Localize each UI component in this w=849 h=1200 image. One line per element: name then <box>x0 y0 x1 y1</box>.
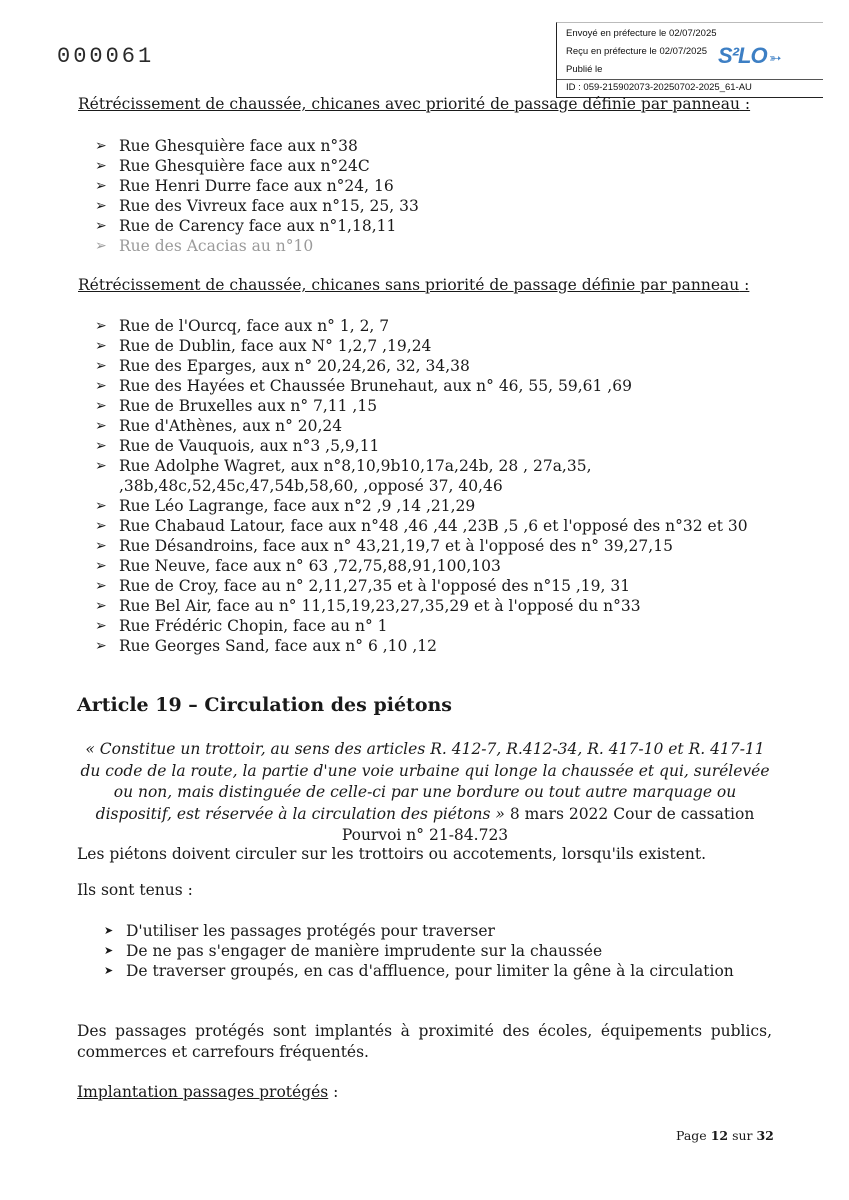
arrow-bullet-icon: ➢ <box>95 438 107 454</box>
logo-swoosh-icon: ➳ <box>769 50 782 67</box>
list-item-text: De ne pas s'engager de manière imprudente sur la chaussée <box>126 942 603 960</box>
list-item-text: ,38b,48c,52,45c,47,54b,58,60, ,opposé 37, 40,46 <box>119 477 503 495</box>
list-item <box>95 196 419 216</box>
list-item <box>95 336 748 356</box>
document-number: 000061 <box>57 44 155 69</box>
list-item-text: Rue Henri Durre face aux n°24, 16 <box>119 177 394 195</box>
arrow-bullet-icon: ➢ <box>95 598 107 614</box>
list-item-text: D'utiliser les passages protégés pour traverser <box>126 922 495 940</box>
arrow-bullet-icon: ➢ <box>95 358 107 374</box>
list-item <box>95 476 748 496</box>
section-title-no-priority: Rétrécissement de chaussée, chicanes sans priorité de passage définie par panneau : <box>78 276 750 294</box>
arrow-bullet-icon: ➢ <box>95 398 107 414</box>
list-item-text: Rue Bel Air, face au n° 11,15,19,23,27,35,29 et à l'opposé du n°33 <box>119 597 641 615</box>
page-footer: Page 12 sur 32 <box>676 1128 774 1143</box>
arrow-bullet-icon: ➢ <box>95 418 107 434</box>
quote-reference: 8 mars 2022 Cour de cassation Pourvoi n° 21-84.723 <box>341 804 755 844</box>
arrow-bullet-icon: ➢ <box>95 378 107 394</box>
list-item <box>95 516 748 536</box>
list-item <box>104 921 734 941</box>
duties-list <box>104 921 734 981</box>
arrow-bullet-icon: ➢ <box>95 458 107 474</box>
list-item-text: Rue Désandroins, face aux n° 43,21,19,7 et à l'opposé des n° 39,27,15 <box>119 537 673 555</box>
list-item-text: Rue de Carency face aux n°1,18,11 <box>119 217 397 235</box>
arrow-bullet-icon: ➢ <box>95 238 107 254</box>
arrow-bullet-icon: ➢ <box>95 158 107 174</box>
section-title-priority: Rétrécissement de chaussée, chicanes avec priorité de passage définie par panneau : <box>78 95 751 113</box>
paragraph-duties-intro: Ils sont tenus : <box>77 881 193 899</box>
arrow-bullet-icon: ➢ <box>95 218 107 234</box>
arrow-bullet-icon: ➢ <box>95 518 107 534</box>
arrow-bullet-icon: ➢ <box>95 318 107 334</box>
list-item <box>95 136 419 156</box>
article-title: Article 19 – Circulation des piétons <box>77 694 452 716</box>
arrow-bullet-icon: ➢ <box>95 558 107 574</box>
list-item-text: Rue Georges Sand, face aux n° 6 ,10 ,12 <box>119 637 437 655</box>
list-item-text: Rue de Bruxelles aux n° 7,11 ,15 <box>119 397 378 415</box>
list-item <box>95 236 419 256</box>
list-item <box>95 596 748 616</box>
list-item-text: Rue de Croy, face au n° 2,11,27,35 et à l'opposé des n°15 ,19, 31 <box>119 577 631 595</box>
list-item <box>95 616 748 636</box>
arrow-bullet-icon: ➢ <box>95 138 107 154</box>
list-item <box>95 436 748 456</box>
arrow-bullet-icon: ➢ <box>95 178 107 194</box>
stamp-id: ID : 059-215902073-20250702-2025_61-AU <box>566 82 752 93</box>
no-priority-list <box>95 316 748 656</box>
subheading-crossings: Implantation passages protégés : <box>77 1083 339 1101</box>
stamp-published: Publié le <box>566 64 603 75</box>
list-item <box>104 961 734 981</box>
list-item <box>95 576 748 596</box>
list-item-text: Rue d'Athènes, aux n° 20,24 <box>119 417 343 435</box>
list-item-text: Rue des Vivreux face aux n°15, 25, 33 <box>119 197 419 215</box>
list-item <box>95 156 419 176</box>
list-item <box>95 396 748 416</box>
priority-list <box>95 136 419 256</box>
list-item-text: Rue des Eparges, aux n° 20,24,26, 32, 34,38 <box>119 357 470 375</box>
arrow-bullet-icon: ➢ <box>95 578 107 594</box>
list-item-text: Rue de l'Ourcq, face aux n° 1, 2, 7 <box>119 317 390 335</box>
list-item-text: Rue Adolphe Wagret, aux n°8,10,9b10,17a,24b, 28 , 27a,35, <box>119 457 592 475</box>
list-item-text: Rue Neuve, face aux n° 63 ,72,75,88,91,100,103 <box>119 557 501 575</box>
list-item-text: Rue Ghesquière face aux n°24C <box>119 157 370 175</box>
arrow-bullet-icon: ➢ <box>95 618 107 634</box>
list-item <box>95 416 748 436</box>
list-item <box>95 176 419 196</box>
arrow-bullet-icon: ➤ <box>104 924 114 937</box>
legal-quote <box>80 739 770 847</box>
arrow-bullet-icon: ➢ <box>95 498 107 514</box>
list-item <box>95 356 748 376</box>
arrow-bullet-icon: ➢ <box>95 638 107 654</box>
list-item-text: Rue Chabaud Latour, face aux n°48 ,46 ,44 ,23B ,5 ,6 et l'opposé des n°32 et 30 <box>119 517 748 535</box>
arrow-bullet-icon: ➢ <box>95 538 107 554</box>
list-item-text: De traverser groupés, en cas d'affluence, pour limiter la gêne à la circulation <box>126 962 734 980</box>
s2lo-logo: S²LO <box>718 43 767 68</box>
stamp-sent: Envoyé en préfecture le 02/07/2025 <box>566 28 717 39</box>
arrow-bullet-icon: ➢ <box>95 338 107 354</box>
list-item <box>95 496 748 516</box>
list-item-text: Rue Léo Lagrange, face aux n°2 ,9 ,14 ,21,29 <box>119 497 476 515</box>
list-item <box>95 376 748 396</box>
arrow-bullet-icon: ➤ <box>104 964 114 977</box>
paragraph-crossings: Des passages protégés sont implantés à proximité des écoles, équipements publics, commerces et carrefours fréquentés. <box>77 1022 772 1061</box>
list-item-text: Rue de Dublin, face aux N° 1,2,7 ,19,24 <box>119 337 432 355</box>
list-item <box>95 636 748 656</box>
list-item-text: Rue Ghesquière face aux n°38 <box>119 137 358 155</box>
list-item-text: Rue de Vauquois, aux n°3 ,5,9,11 <box>119 437 380 455</box>
list-item-text: Rue des Acacias au n°10 <box>119 237 314 255</box>
arrow-bullet-icon: ➢ <box>95 198 107 214</box>
list-item <box>95 316 748 336</box>
list-item-text: Rue des Hayées et Chaussée Brunehaut, aux n° 46, 55, 59,61 ,69 <box>119 377 632 395</box>
arrow-bullet-icon: ➤ <box>104 944 114 957</box>
paragraph-pedestrians: Les piétons doivent circuler sur les trottoirs ou accotements, lorsqu'ils existent. <box>77 845 707 863</box>
list-item <box>95 556 748 576</box>
list-item <box>95 536 748 556</box>
stamp-separator <box>557 79 823 80</box>
quote-text: « Constitue un trottoir, au sens des articles R. 412-7, R.412-34, R. 417-10 et R. 417-11 du code de la route, la partie d'une voie urbaine qui longe la chaussée et qui, surélevée ou non, mais distinguée de celle-ci par une bordure ou tout autre marquage ou dispositif, est réservée à la circulation des piétons » <box>80 740 770 823</box>
stamp-received: Reçu en préfecture le 02/07/2025 <box>566 46 708 57</box>
list-item-text: Rue Frédéric Chopin, face au n° 1 <box>119 617 388 635</box>
list-item <box>95 216 419 236</box>
prefecture-stamp <box>556 22 823 98</box>
list-item <box>95 456 748 476</box>
list-item <box>104 941 734 961</box>
